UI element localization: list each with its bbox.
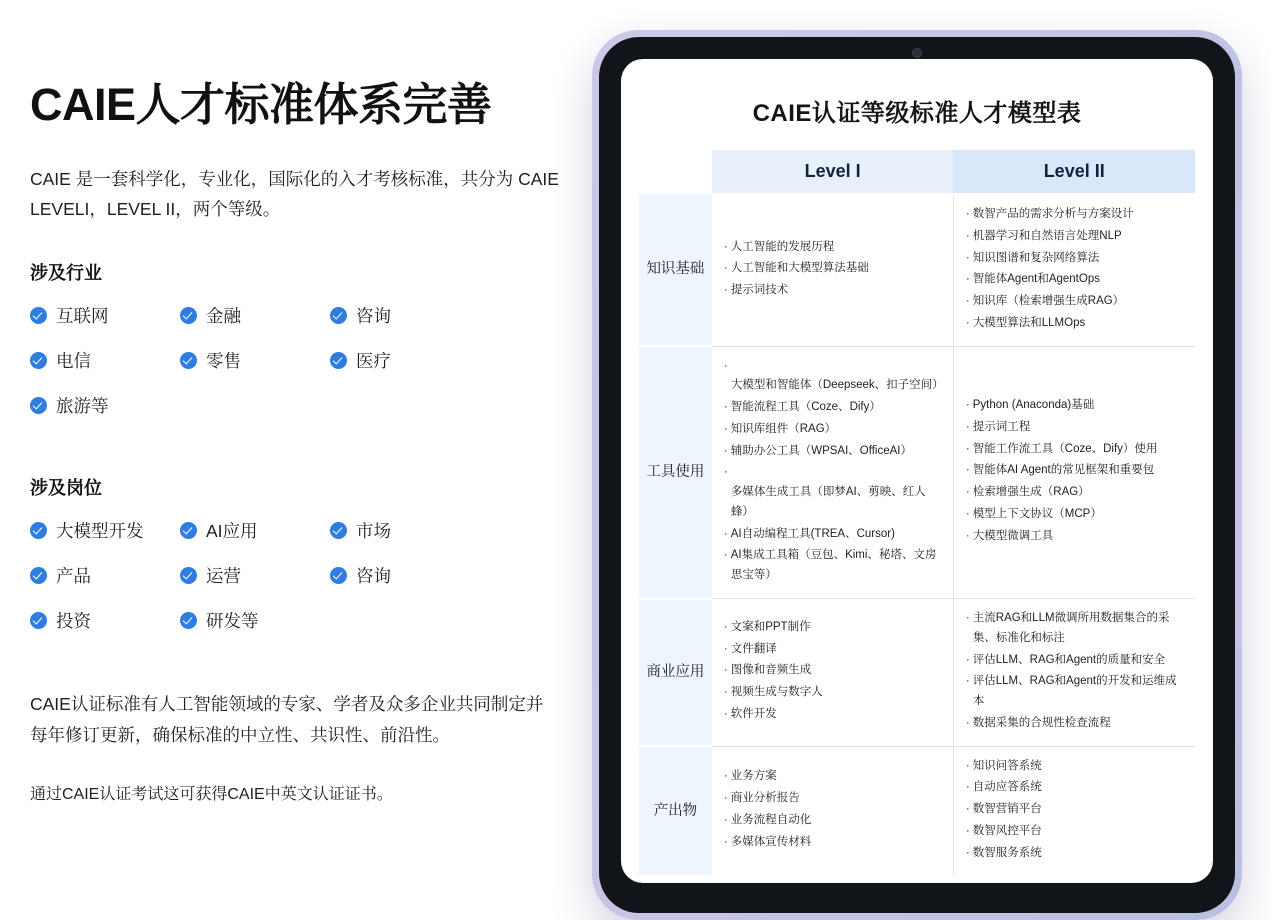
cell-line: · 文案和PPT制作 xyxy=(724,618,943,638)
cell-line: · 智能工作流工具（Coze、Dify）使用 xyxy=(966,440,1185,460)
cell-line: · 业务方案 xyxy=(724,767,943,787)
industries-list xyxy=(30,303,560,438)
cell-line: · 主流RAG和LLM微调所用数据集合的采集、标准化和标注 xyxy=(966,609,1185,649)
cell-line: · 多媒体生成工具（即梦AI、剪映、红人蜂） xyxy=(724,463,943,522)
cell-line: · Python (Anaconda)基础 xyxy=(966,396,1185,416)
screen-title: CAIE认证等级标准人才模型表 xyxy=(752,100,1082,127)
check-circle-icon xyxy=(330,567,347,584)
column-header-level2: Level II xyxy=(953,150,1195,194)
cell-business-level2 xyxy=(953,599,1195,747)
list-item-label: 医疗 xyxy=(356,350,391,371)
cell-line: · 数智营销平台 xyxy=(966,800,1185,820)
roles-list xyxy=(30,518,560,653)
cell-line: · 检索增强生成（RAG） xyxy=(966,483,1185,503)
table-header-row xyxy=(639,150,1195,194)
cell-line: · 文件翻译 xyxy=(724,640,943,660)
cell-tools-level1 xyxy=(712,346,954,598)
list-item-label: 大模型开发 xyxy=(56,520,144,541)
table-row xyxy=(639,746,1195,875)
list-item-label: 旅游等 xyxy=(56,395,109,416)
industries-heading: 涉及行业 xyxy=(30,262,102,283)
certificate-paragraph: 通过CAIE认证考试这可获得CAIE中英文认证证书。 xyxy=(30,786,393,804)
cell-line: · 知识图谱和复杂网络算法 xyxy=(966,249,1185,269)
talent-model-table xyxy=(639,150,1195,875)
cell-line: · 商业分析报告 xyxy=(724,789,943,809)
check-circle-icon xyxy=(180,307,197,324)
table-row xyxy=(639,194,1195,346)
tablet-device xyxy=(592,30,1242,920)
cell-output-level1 xyxy=(712,746,954,875)
check-circle-icon xyxy=(330,352,347,369)
list-item xyxy=(180,608,330,633)
cell-line: · 评估LLM、RAG和Agent的开发和运维成本 xyxy=(966,672,1185,712)
list-item xyxy=(30,303,180,328)
list-item xyxy=(30,348,180,373)
check-circle-icon xyxy=(30,567,47,584)
cell-line: · 视频生成与数字人 xyxy=(724,683,943,703)
check-circle-icon xyxy=(330,307,347,324)
cell-line: · 提示词工程 xyxy=(966,418,1185,438)
cell-line: · 多媒体宣传材料 xyxy=(724,833,943,853)
check-circle-icon xyxy=(30,522,47,539)
cell-line: · 知识库（检索增强生成RAG） xyxy=(966,292,1185,312)
list-item-label: 市场 xyxy=(356,520,391,541)
table-row xyxy=(639,599,1195,747)
roles-heading: 涉及岗位 xyxy=(30,477,102,498)
list-item xyxy=(330,303,480,328)
check-circle-icon xyxy=(180,352,197,369)
cell-knowledge-level1 xyxy=(712,194,954,346)
list-item-label: 互联网 xyxy=(56,305,109,326)
row-label-tools: 工具使用 xyxy=(639,346,712,598)
check-circle-icon xyxy=(30,307,47,324)
row-label-output: 产出物 xyxy=(639,746,712,875)
cell-line: · 自动应答系统 xyxy=(966,778,1185,798)
list-item xyxy=(30,608,180,633)
check-circle-icon xyxy=(330,522,347,539)
check-circle-icon xyxy=(30,397,47,414)
cell-line: · 数据采集的合规性检查流程 xyxy=(966,714,1185,734)
list-item xyxy=(180,303,330,328)
tablet-screen xyxy=(621,59,1213,883)
cell-line: · 数智产品的需求分析与方案设计 xyxy=(966,205,1185,225)
list-item xyxy=(330,563,480,588)
cell-business-level1 xyxy=(712,599,954,747)
intro-paragraph: CAIE 是一套科学化，专业化，国际化的入才考核标准，共分为 CAIE LEVELI，LEVEL II，两个等级。 xyxy=(30,168,559,220)
cell-knowledge-level2 xyxy=(953,194,1195,346)
list-item-label: 咨询 xyxy=(356,305,391,326)
cell-line: · 智能体AI Agent的常见框架和重要包 xyxy=(966,461,1185,481)
left-content-column xyxy=(30,80,560,808)
cell-line: · 知识库组件（RAG） xyxy=(724,420,943,440)
cell-line: · 评估LLM、RAG和Agent的质量和安全 xyxy=(966,651,1185,671)
cell-line: · 人工智能和大模型算法基础 xyxy=(724,259,943,279)
standards-paragraph: CAIE认证标准有人工智能领域的专家、学者及众多企业共同制定并每年修订更新，确保标准的中立性、共识性、前沿性。 xyxy=(30,693,544,745)
list-item xyxy=(330,348,480,373)
cell-line: · 图像和音频生成 xyxy=(724,661,943,681)
list-item-label: 咨询 xyxy=(356,565,391,586)
cell-line: · AI自动编程工具(TREA、Cursor) xyxy=(724,525,943,545)
cell-line: · 智能体Agent和AgentOps xyxy=(966,270,1185,290)
camera-icon xyxy=(912,48,922,58)
cell-line: · 智能流程工具（Coze、Dify） xyxy=(724,398,943,418)
list-item-label: 运营 xyxy=(206,565,241,586)
cell-output-level2 xyxy=(953,746,1195,875)
cell-line: · 提示词技术 xyxy=(724,281,943,301)
cell-line: · 软件开发 xyxy=(724,705,943,725)
list-item-label: AI应用 xyxy=(206,520,258,541)
tablet-bezel xyxy=(599,37,1235,913)
cell-line: · 业务流程自动化 xyxy=(724,811,943,831)
list-item-label: 研发等 xyxy=(206,610,259,631)
list-item-label: 产品 xyxy=(56,565,91,586)
column-header-level1: Level I xyxy=(712,150,954,194)
check-circle-icon xyxy=(180,612,197,629)
list-item-label: 投资 xyxy=(56,610,91,631)
cell-line: · 大模型和智能体（Deepseek、扣子空间） xyxy=(724,357,943,397)
list-item xyxy=(30,563,180,588)
cell-line: · 大模型微调工具 xyxy=(966,527,1185,547)
cell-line: · 机器学习和自然语言处理NLP xyxy=(966,227,1185,247)
check-circle-icon xyxy=(180,567,197,584)
cell-line: · 知识问答系统 xyxy=(966,757,1185,777)
cell-line: · 大模型算法和LLMOps xyxy=(966,314,1185,334)
cell-line: · 数智风控平台 xyxy=(966,822,1185,842)
list-item xyxy=(180,518,330,543)
row-label-business: 商业应用 xyxy=(639,599,712,747)
cell-line: · 人工智能的发展历程 xyxy=(724,238,943,258)
table-row xyxy=(639,346,1195,598)
list-item xyxy=(330,518,480,543)
table-corner-cell xyxy=(639,150,712,194)
list-item xyxy=(30,518,180,543)
cell-line: · 模型上下文协议（MCP） xyxy=(966,505,1185,525)
list-item xyxy=(180,348,330,373)
list-item xyxy=(180,563,330,588)
list-item-label: 零售 xyxy=(206,350,241,371)
cell-line: · 数智服务系统 xyxy=(966,844,1185,864)
row-label-knowledge: 知识基础 xyxy=(639,194,712,346)
cell-line: · AI集成工具箱（豆包、Kimi、秘塔、文房思宝等） xyxy=(724,546,943,586)
page-title: CAIE人才标准体系完善 xyxy=(30,79,492,130)
check-circle-icon xyxy=(180,522,197,539)
list-item-label: 电信 xyxy=(56,350,91,371)
check-circle-icon xyxy=(30,612,47,629)
list-item xyxy=(30,393,180,418)
cell-line: · 辅助办公工具（WPSAI、OfficeAI） xyxy=(724,442,943,462)
cell-tools-level2 xyxy=(953,346,1195,598)
list-item-label: 金融 xyxy=(206,305,241,326)
check-circle-icon xyxy=(30,352,47,369)
